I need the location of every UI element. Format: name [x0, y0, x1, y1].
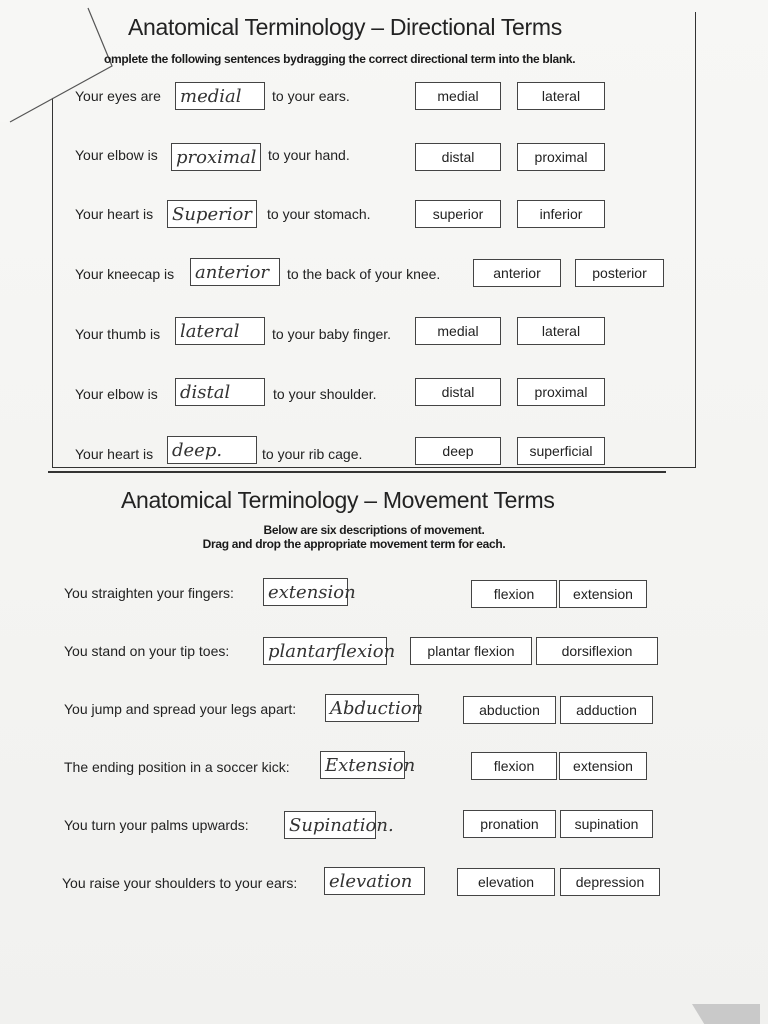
- movement-instructions-2: Drag and drop the appropriate movement term for each.: [202, 537, 506, 551]
- option-depression[interactable]: depression: [560, 868, 660, 896]
- directional-instructions: omplete the following sentences bydragging the correct directional term into the blank.: [104, 52, 576, 66]
- option-superior[interactable]: superior: [415, 200, 501, 228]
- scan-corner-shadow: [692, 1004, 760, 1024]
- answer-blank[interactable]: deep.: [167, 436, 257, 464]
- sentence-start: Your heart is: [75, 206, 154, 222]
- sentence-start: You jump and spread your legs apart:: [64, 701, 297, 717]
- sentence-start: Your kneecap is: [75, 266, 175, 282]
- directional-title: Anatomical Terminology – Directional Terms: [128, 14, 562, 40]
- option-anterior[interactable]: anterior: [473, 259, 561, 287]
- answer-blank[interactable]: proximal: [171, 143, 261, 171]
- option-deep[interactable]: deep: [415, 437, 501, 465]
- sentence-start: Your thumb is: [75, 326, 161, 342]
- answer-blank[interactable]: extension: [263, 578, 348, 606]
- option-flexion[interactable]: flexion: [471, 580, 557, 608]
- sentence-end: to your ears.: [272, 88, 350, 104]
- answer-blank[interactable]: elevation: [324, 867, 425, 895]
- option-flexion[interactable]: flexion: [471, 752, 557, 780]
- option-supination[interactable]: supination: [560, 810, 653, 838]
- option-medial[interactable]: medial: [415, 317, 501, 345]
- option-extension[interactable]: extension: [559, 580, 647, 608]
- sentence-start: Your eyes are: [75, 88, 161, 104]
- option-posterior[interactable]: posterior: [575, 259, 664, 287]
- sentence-start: The ending position in a soccer kick:: [64, 759, 290, 775]
- sentence-end: to your baby finger.: [272, 326, 392, 342]
- option-inferior[interactable]: inferior: [517, 200, 605, 228]
- option-medial[interactable]: medial: [415, 82, 501, 110]
- sentence-start: Your elbow is: [75, 386, 158, 402]
- folded-corner: [0, 0, 120, 130]
- option-pronation[interactable]: pronation: [463, 810, 556, 838]
- movement-title: Anatomical Terminology – Movement Terms: [121, 487, 555, 513]
- option-extension[interactable]: extension: [559, 752, 647, 780]
- answer-blank[interactable]: medial: [175, 82, 265, 110]
- answer-blank[interactable]: plantarflexion: [263, 637, 387, 665]
- sentence-start: You turn your palms upwards:: [64, 817, 249, 833]
- sentence-start: You straighten your fingers:: [64, 585, 234, 601]
- option-lateral[interactable]: lateral: [517, 317, 605, 345]
- section-divider: [48, 471, 666, 473]
- movement-instructions-1: Below are six descriptions of movement.: [263, 523, 485, 537]
- option-superficial[interactable]: superficial: [517, 437, 605, 465]
- sentence-start: You stand on your tip toes:: [64, 643, 230, 659]
- answer-blank[interactable]: Supination.: [284, 811, 376, 839]
- answer-blank[interactable]: anterior: [190, 258, 280, 286]
- option-adduction[interactable]: adduction: [560, 696, 653, 724]
- sentence-end: to your rib cage.: [262, 446, 363, 462]
- option-distal[interactable]: distal: [415, 378, 501, 406]
- option-plantar-flexion[interactable]: plantar flexion: [410, 637, 532, 665]
- option-proximal[interactable]: proximal: [517, 378, 605, 406]
- answer-blank[interactable]: Extension: [320, 751, 405, 779]
- option-distal[interactable]: distal: [415, 143, 501, 171]
- sentence-end: to the back of your knee.: [287, 266, 441, 282]
- option-elevation[interactable]: elevation: [457, 868, 555, 896]
- option-proximal[interactable]: proximal: [517, 143, 605, 171]
- option-dorsiflexion[interactable]: dorsiflexion: [536, 637, 658, 665]
- answer-blank[interactable]: Abduction: [325, 694, 419, 722]
- answer-blank[interactable]: lateral: [175, 317, 265, 345]
- sentence-start: Your heart is: [75, 446, 154, 462]
- answer-blank[interactable]: Superior: [167, 200, 257, 228]
- sentence-start: Your elbow is: [75, 147, 158, 163]
- option-abduction[interactable]: abduction: [463, 696, 556, 724]
- sentence-end: to your shoulder.: [273, 386, 377, 402]
- sentence-start: You raise your shoulders to your ears:: [62, 875, 298, 891]
- sentence-end: to your hand.: [268, 147, 350, 163]
- sentence-end: to your stomach.: [267, 206, 371, 222]
- answer-blank[interactable]: distal: [175, 378, 265, 406]
- option-lateral[interactable]: lateral: [517, 82, 605, 110]
